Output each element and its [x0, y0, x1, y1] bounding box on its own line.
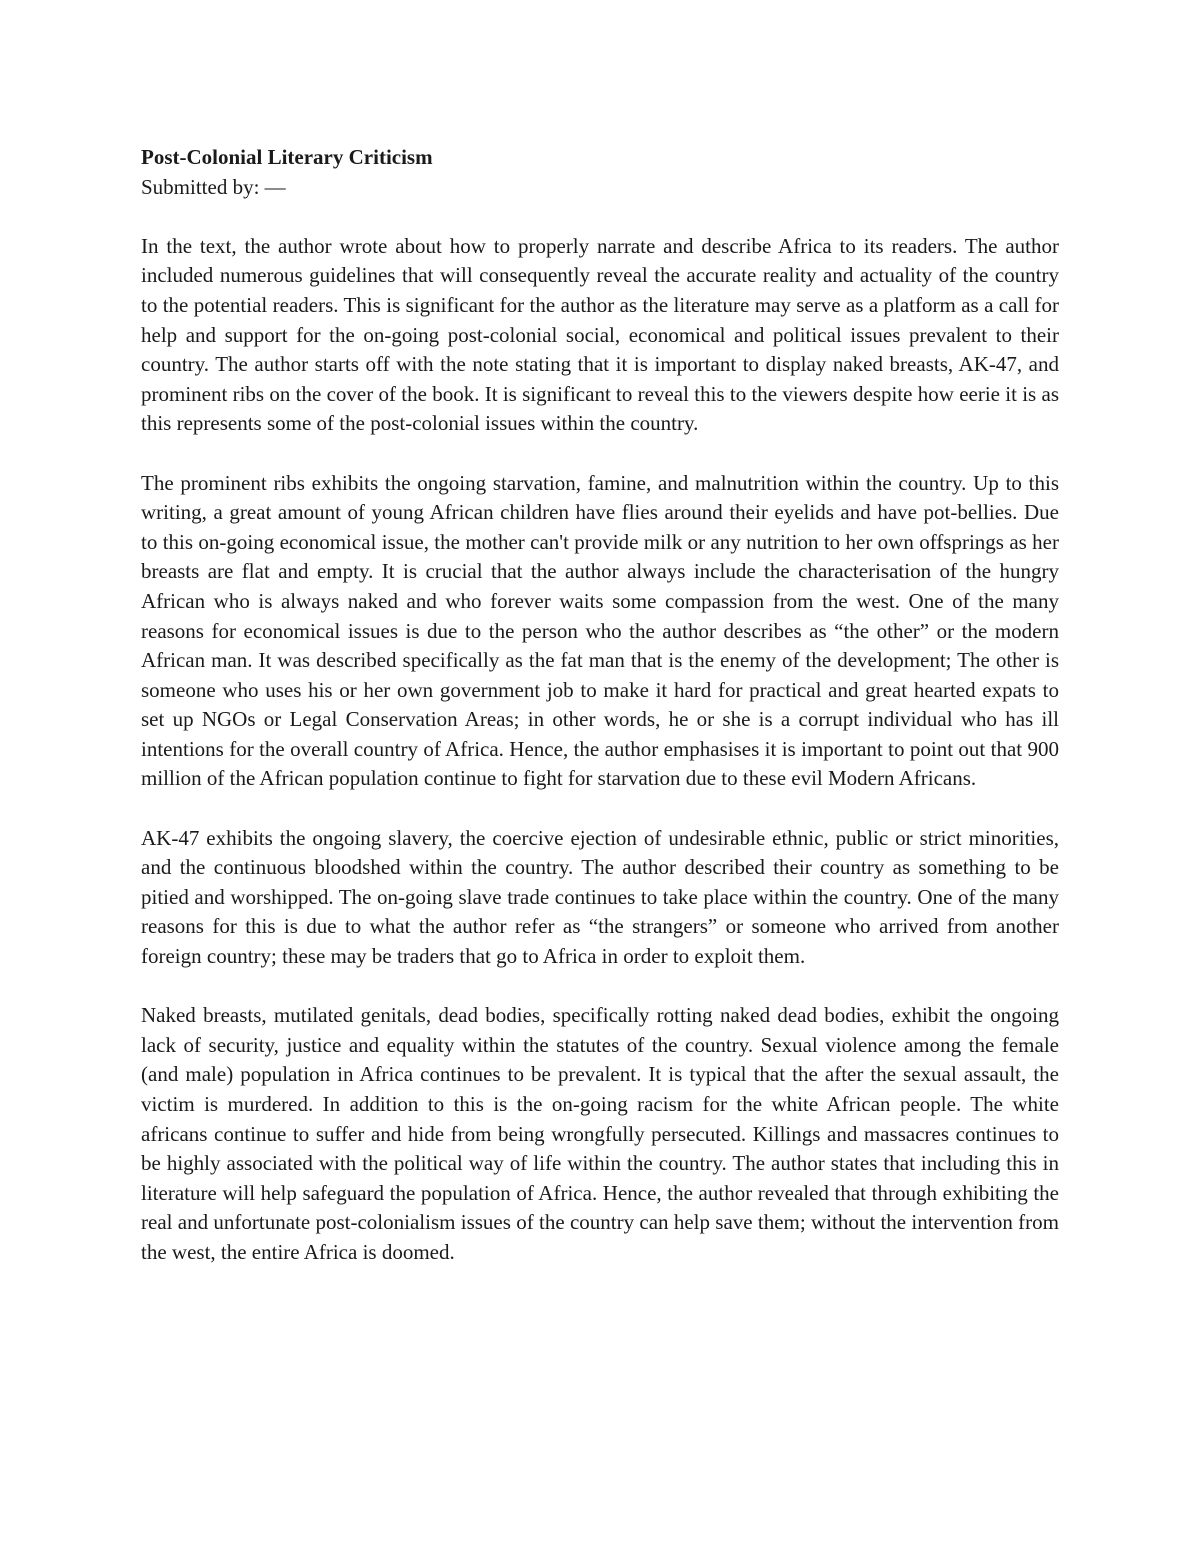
paragraph-1: In the text, the author wrote about how to properly narrate and describe Africa to its readers. The author included numerous guidelines that will consequently reveal the accurate reality and actuality of the country to the potential readers. This is significant for the author as the literature may serve as a platform as a call for help and support for the on-going post-colonial social, economical and political issues prevalent to their country. The author starts off with the note stating that it is important to display naked breasts, AK-47, and prominent ribs on the cover of the book. It is significant to reveal this to the viewers despite how eerie it is as this represents some of the post-colonial issues within the country.: [141, 233, 1059, 436]
paragraph-3: AK-47 exhibits the ongoing slavery, the coercive ejection of undesirable ethnic, public or strict minorities, and the continuous bloodshed within the country. The author described their country as something to be pitied and worshipped. The on-going slave trade continues to take place within the country. One of the many reasons for this is due to what the author refer as “the strangers” or someone who arrived from another foreign country; these may be traders that go to Africa in order to exploit them.: [141, 825, 1059, 969]
document-body: [141, 143, 1059, 1268]
submitted-by-line: Submitted by: —: [141, 174, 286, 199]
paragraph-4: Naked breasts, mutilated genitals, dead bodies, specifically rotting naked dead bodies, exhibit the ongoing lack of security, justice and equality within the statutes of the country. Sexual violence among the female (and male) population in Africa continues to be prevalent. It is typical that the after the sexual assault, the victim is murdered. In addition to this is the on-going racism for the white African people. The white africans continue to suffer and hide from being wrongfully persecuted. Killings and massacres continues to be highly associated with the political way of life within the country. The author states that including this in literature will help safeguard the population of Africa. Hence, the author revealed that through exhibiting the real and unfortunate post-colonialism issues of the country can help save them; without the intervention from the west, the entire Africa is doomed.: [141, 1003, 1059, 1264]
document-title: Post-Colonial Literary Criticism: [141, 145, 433, 169]
paragraph-2: The prominent ribs exhibits the ongoing starvation, famine, and malnutrition within the country. Up to this writing, a great amount of young African children have flies around their eyelids and have pot-bellies. Due to this on-going economical issue, the mother can't provide milk or any nutrition to her own offsprings as her breasts are flat and empty. It is crucial that the author always include the characterisation of the hungry African who is always naked and who forever waits some compassion from the west. One of the many reasons for economical issues is due to the person who the author describes as “the other” or the modern African man. It was described specifically as the fat man that is the enemy of the development; The other is someone who uses his or her own government job to make it hard for practical and great hearted expats to set up NGOs or Legal Conservation Areas; in other words, he or she is a corrupt individual who has ill intentions for the overall country of Africa. Hence, the author emphasises it is important to point out that 900 million of the African population continue to fight for starvation due to these evil Modern Africans.: [141, 470, 1059, 791]
